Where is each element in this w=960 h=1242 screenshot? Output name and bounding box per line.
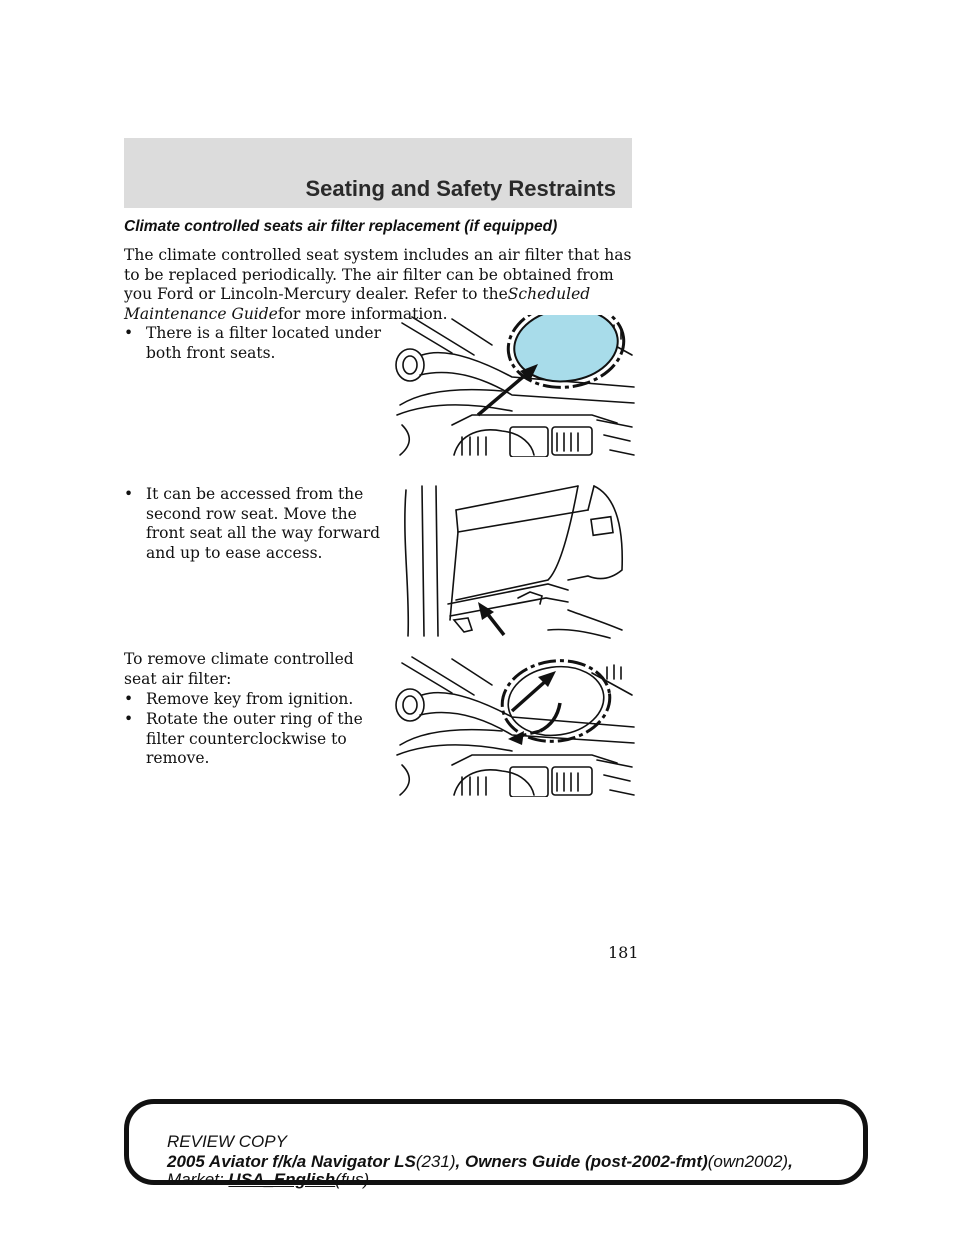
bullet-dot: • <box>124 485 134 503</box>
page-number: 181 <box>608 943 639 962</box>
footer-model-code: (231) <box>415 1152 456 1171</box>
bullet-item-1 <box>124 324 386 363</box>
intro-paragraph <box>124 246 644 324</box>
bullet-text: There is a filter located under both front seats. <box>146 324 381 362</box>
maintenance-guide-reference: Scheduled Maintenance Guide <box>124 285 591 323</box>
article-heading: Climate controlled seats air filter replacement (if equipped) <box>124 218 558 235</box>
footer-market-line <box>167 1170 369 1190</box>
bullet-item-3 <box>124 690 386 710</box>
filter-location-illustration <box>392 315 638 457</box>
bullet-dot: • <box>124 710 134 728</box>
footer-model: 2005 Aviator f/k/a Navigator LS <box>167 1152 416 1171</box>
footer-guide-code: (own2002) <box>707 1152 789 1171</box>
bullet-dot: • <box>124 324 134 342</box>
footer-guide: Owners Guide (post-2002-fmt) <box>464 1152 708 1171</box>
footer-market-code: (fus) <box>335 1170 370 1189</box>
second-row-access-illustration <box>398 480 628 640</box>
bullet-dot: • <box>124 690 134 708</box>
bullet-item-4 <box>124 710 386 769</box>
review-copy-footer <box>124 1099 868 1189</box>
section-title: Seating and Safety Restraints <box>305 176 616 201</box>
footer-market-label: Market: <box>167 1170 224 1189</box>
bullet-text: Remove key from ignition. <box>146 690 354 708</box>
intro-text-end: for more information. <box>277 304 448 323</box>
filter-removal-illustration <box>392 655 638 797</box>
intro-text: The climate controlled seat system includes an air filter that has to be replaced periodically. The air filter can be obtained from you Ford or Lincoln-Mercury dealer. Refer to the <box>124 246 632 303</box>
header-band <box>124 138 632 208</box>
bullet-text: It can be accessed from the second row seat. Move the front seat all the way forward and up to ease access. <box>146 485 381 562</box>
footer-separator: , <box>455 1152 461 1171</box>
footer-market: USA_English <box>228 1170 336 1189</box>
bullet-text: Rotate the outer ring of the filter counterclockwise to remove. <box>146 710 363 767</box>
review-copy-label: REVIEW COPY <box>167 1132 287 1151</box>
remove-instructions: To remove climate controlled seat air filter: <box>124 650 354 688</box>
footer-model-line <box>167 1152 793 1172</box>
footer-separator: , <box>788 1152 793 1171</box>
bullet-item-2 <box>124 485 386 563</box>
